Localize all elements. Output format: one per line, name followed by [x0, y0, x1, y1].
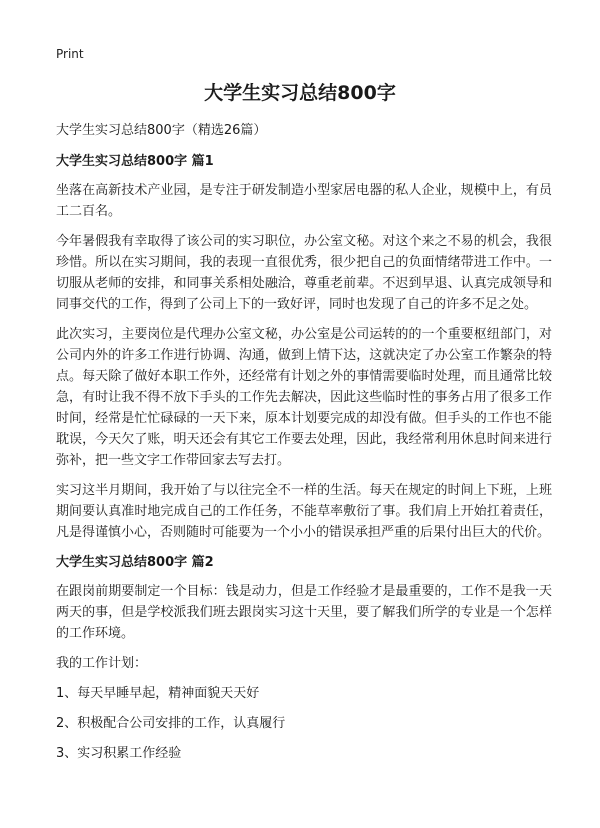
print-link[interactable]: Print [56, 47, 84, 61]
paragraph: 在跟岗前期要制定一个目标：钱是动力，但是工作经验才是最重要的，工作不是我一天两天的事，但是学校派我们班去跟岗实习这十天里，要了解我们所学的专业是一个怎样的工作环境。 [56, 584, 552, 641]
list-item: 3、实习积累工作经验 [56, 746, 182, 761]
paragraph: 此次实习，主要岗位是代理办公室文秘，办公室是公司运转的的一个重要枢纽部门，对公司内外的许多工作进行协调、沟通，做到上情下达，这就决定了办公室工作繁杂的特点。每天除了做好本职工作外，还经常有计划之外的事情需要临时处理，而且通常比较急，有时让我不得不放下手头的工作先去解决，因此这些临时性的事务占用了很多工作时间，经常是忙忙碌碌的一天下来，原本计划要完成的却没有做。但手头的工作也不能耽误，今天欠了账，明天还会有其它工作要去处理，因此，我经常利用休息时间来进行弥补，把一些文字工作带回家去写去打。 [56, 327, 552, 468]
section-heading: 大学生实习总结800字 篇1 [56, 154, 214, 169]
section-heading: 大学生实习总结800字 篇2 [56, 555, 214, 570]
page-title: 大学生实习总结800字 [204, 82, 396, 104]
document-subtitle: 大学生实习总结800字（精选26篇） [56, 123, 267, 138]
document-body [56, 120, 552, 773]
section-1 [56, 151, 552, 543]
list-item: 1、每天早睡早起，精神面貌天天好 [56, 686, 260, 701]
paragraph: 我的工作计划： [56, 656, 148, 671]
paragraph: 今年暑假我有幸取得了该公司的实习职位，办公室文秘。对这个来之不易的机会，我很珍惜。所以在实习期间，我的表现一直很优秀，很少把自己的负面情绪带进工作中。一切服从老师的安排，和同事关系相处融洽，尊重老前辈。不迟到早退、认真完成领导和同事交代的工作，得到了公司上下的一致好评，同时也发现了自己的许多不足之处。 [56, 234, 552, 312]
paragraph: 实习这半月期间，我开始了与以往完全不一样的生活。每天在规定的时间上下班，上班期间要认真准时地完成自己的工作任务，不能草率敷衍了事。我们肩上开始扛着责任，凡是得谨慎小心，否则随时可能要为一个小小的错误承担严重的后果付出巨大的代价。 [56, 483, 552, 540]
list-item: 2、积极配合公司安排的工作，认真履行 [56, 716, 286, 731]
paragraph: 坐落在高新技术产业园，是专注于研发制造小型家居电器的私人企业，规模中上，有员工二百名。 [56, 183, 552, 219]
section-2 [56, 552, 552, 764]
